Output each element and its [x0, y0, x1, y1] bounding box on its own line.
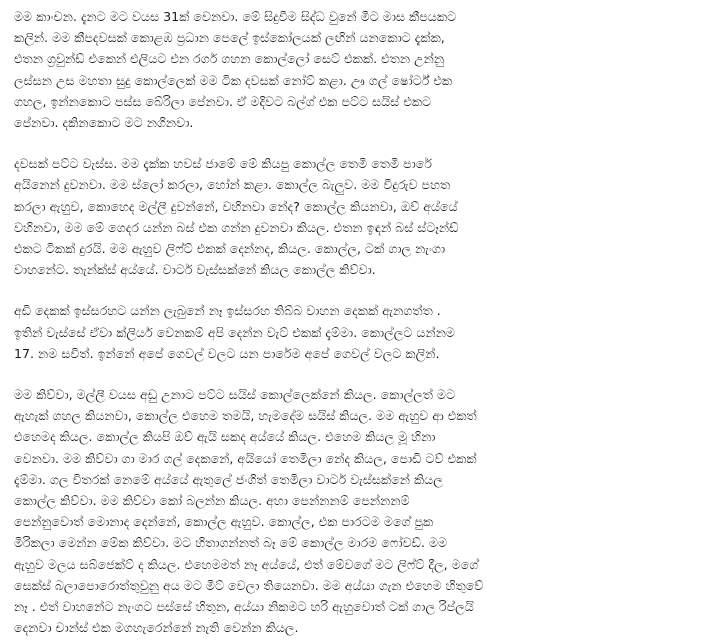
text-line: එතන ග්‍රවුන්ඩ් එකෙන් එලියට එන රගර් ගහන කොල්ලෝ සෙට් එකක්. එතන උන්නු — [14, 51, 445, 67]
text-line: කරලා ඇහුව, කොහෙද මල්ලී දුවන්නේ, වහිනවා නේද? කොල්ල කියනවා, ඔව් අය්යේ — [14, 198, 458, 214]
text-line: කොල්ල කිව්වා. මම කිව්වා කෝ බලන්න කියල. අහා පෙන්නනම් පෙන්නනම් — [14, 493, 410, 509]
paragraph-3 — [14, 300, 694, 364]
text-line: ලස්සන උස මහතා සුදු කොල්ලෙක් මම ටික දවසක් නෝට් කළා. ඌ ගල් ෂෝර්ට් එක — [14, 72, 453, 88]
text-line: එකට ටිකක් දුරයි. මම ඇහුව ලිෆ්ට් එකක් දෙන්නද, කියල. කොල්ල, ටක් ගාල නැංගා — [14, 241, 446, 257]
text-line: සෙක්ස් බලාපොරොත්තුවුනු අය මට මීට් වෙලා තියෙනවා. මම අය්යා ගැන එහෙම හිතුවේ — [14, 577, 484, 593]
text-line: අයිනෙන් දුවනවා. මම ස්ලෝ කරලා, හෝන් කළා. කොල්ල බැලුව. මම වීදුරුව පහත — [14, 177, 451, 193]
text-line: ඇහැක් ගහල කියනවා, කොල්ල එහෙම තමයි, හැමදේම සයිස් කියල. මම ඇහුව ආ එකත් — [14, 408, 477, 424]
text-line: මිරිකලා මෙන්න මේක කිව්වා. මට හිතාගන්නත් බෑ මේ කොල්ල මාරම ෆෝවඩ්. මම — [14, 535, 448, 551]
text-line: නෑ . එත් වාහනේට නැංගට පස්සේ හිතුන, අය්යා නිකමට හරි ඇහුවොත් ටක් ගාල රිප්ලයි — [14, 599, 474, 615]
text-line: පේනවා. දකිනකොට මට නගිනවා. — [14, 115, 194, 131]
paragraph-4 — [14, 384, 694, 638]
text-line: දවසක් පට්ට වැස්ස. මම දැක්ක හවස් ජාමේ මේ කියපු කොල්ල තෙමී තෙමී පාරේ — [14, 156, 432, 172]
text-line: දැම්මා. ගල විතරක් නෙමේ අය්යේ ඇතුලේ ජංගිත් තෙමිලා වාටර් වැස්සක්නේ කියල — [14, 471, 443, 487]
text-line: අඩි දෙකක් ඉස්සරහට යන්න ලැබුනේ නෑ ඉස්සරහ තිබ්බ වාහන දෙකක් ඇනගත්ත . — [14, 303, 441, 319]
text-line: ගහල, ඉන්නකොට පස්ස බේරිලා පේනවා. ඒ මදිවට බල්ග් එක පට්ට සයිස් එකට — [14, 93, 432, 109]
paragraph-1 — [14, 6, 694, 133]
text-line: 17. නම සවිත්. ඉන්නේ අපේ ගෙවල් වලට යන පාරේම අපේ ගෙවල් වලට කලින්. — [14, 345, 440, 361]
text-line: දෙනවා චාන්ස් එක මගහැරෙන්නේ නැති වෙන්න කියල. — [14, 620, 299, 636]
text-line: මම කිව්වා, මල්ලී වයස අඩු උනාට පට්ට සයිස් කොල්ලෙක්නේ කියල. කොල්ලත් මට — [14, 387, 456, 403]
text-line: වහිනවා, මම මේ ගෙදර යන්න බස් එක ගන්න දුවනවා කියල. එතන ඉඳන් බස් ස්ටෑන්ඩ් — [14, 219, 459, 235]
text-line: වෙනවා. මම කිව්වා ගා මාර ගල් දෙකනේ, අයියෝ තෙමිලා නේද කියල, පොඩි ටව් එකක් — [14, 450, 477, 466]
text-line: ඉතින් වැස්සේ ඒවා ක්ලියර් වෙනකම් අපි දෙන්න වැට් එකක් දැම්මා. කොල්ලට යන්නම — [14, 324, 455, 340]
text-line: පෙන්නුවොත් මොනාද දෙන්නේ, කොල්ල ඇහුව. කොල්ල, එක පාරටම මගේ පුක — [14, 514, 434, 530]
text-line: මම කාංචන. දැනට මට වයස 31ක් වෙනවා. මේ සිදුවීම සිද්ධ වුනේ මීට මාස කීපයකට — [14, 9, 457, 24]
text-line: එහෙමද කියල. කොල්ල කියපි ඔව් ඇයි සකද අය්යේ කියල. එහෙම කියල මූ හිනා — [14, 429, 436, 445]
text-line: ඇහුව මලය සබ්ජෙක්ට් ද කියල. එහෙමමත් නෑ අය්යේ, එත් මේවගේ මට ලිෆ්ට් දීල, මගේ — [14, 556, 479, 572]
text-line: වාහනේට. තැන්ක්ස් අය්යේ. වාටර් වැස්සක්නේ කියල කොල්ල කිව්වා. — [14, 262, 376, 278]
text-line: කලින්. මම කීපදවසක් කොළඹ ප්‍රධාන පෙලේ ඉස්කෝලයක් ලඟින් යනකොට දැක්ක, — [14, 30, 445, 46]
paragraph-2 — [14, 153, 694, 280]
